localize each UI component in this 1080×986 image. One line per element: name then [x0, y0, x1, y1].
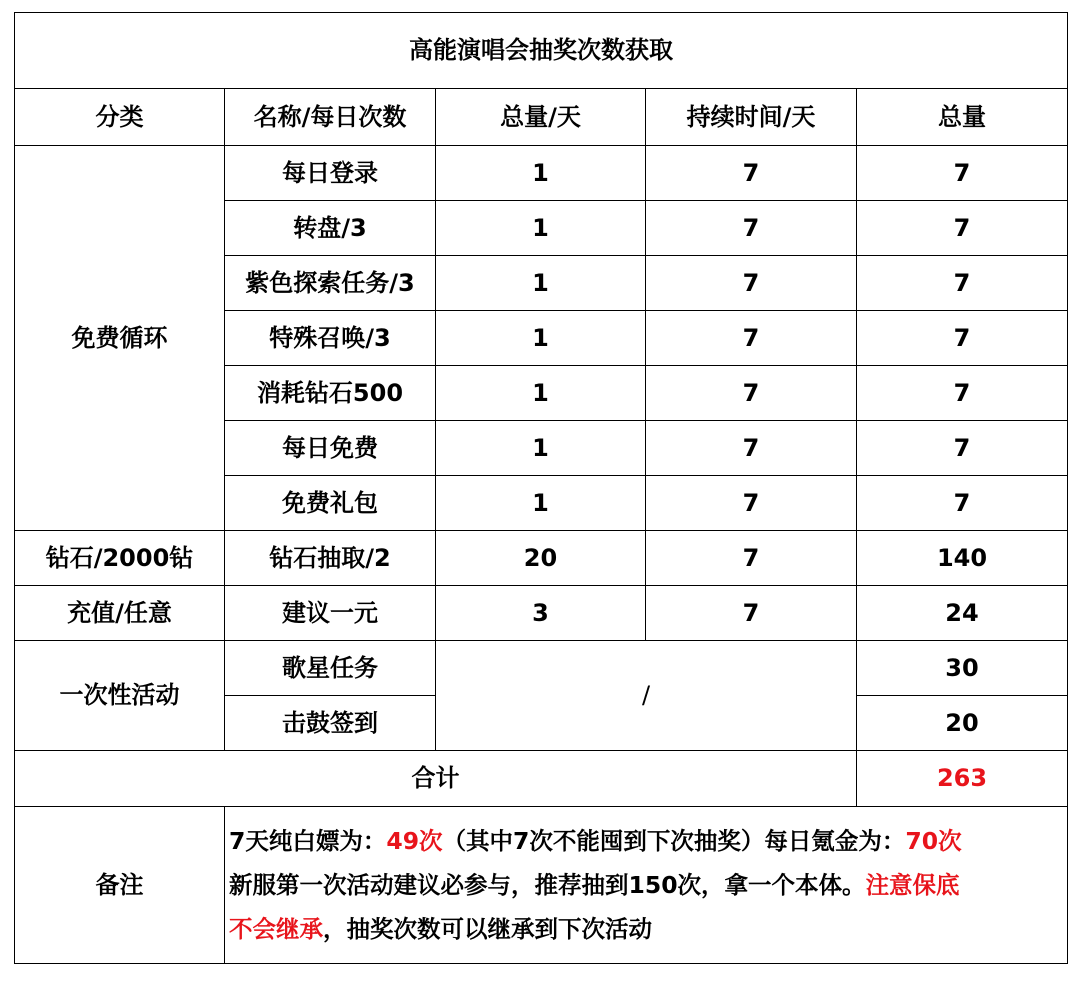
item-name: 免费礼包 — [225, 476, 436, 531]
item-total: 24 — [857, 586, 1068, 641]
item-name: 每日免费 — [225, 421, 436, 476]
item-total: 7 — [857, 146, 1068, 201]
notes-text: 7天纯白嫖为： — [229, 827, 387, 855]
notes-text: （其中7次不能囤到下次抽奖）每日氪金为： — [442, 827, 906, 855]
header-total: 总量 — [857, 89, 1068, 146]
item-per-day: 1 — [436, 421, 646, 476]
not-applicable-cell: / — [436, 641, 857, 751]
item-days: 7 — [646, 366, 857, 421]
category-free-loop: 免费循环 — [15, 146, 225, 531]
header-per-day: 总量/天 — [436, 89, 646, 146]
notes-line-3 — [229, 907, 1061, 951]
item-days: 7 — [646, 256, 857, 311]
summary-label: 合计 — [15, 751, 857, 807]
item-total: 7 — [857, 476, 1068, 531]
item-total: 140 — [857, 531, 1068, 586]
item-per-day: 1 — [436, 201, 646, 256]
item-per-day: 1 — [436, 476, 646, 531]
item-total: 30 — [857, 641, 1068, 696]
notes-highlight: 70次 — [905, 827, 962, 855]
item-name: 特殊召唤/3 — [225, 311, 436, 366]
table-row — [15, 586, 1068, 641]
category-one-time: 一次性活动 — [15, 641, 225, 751]
table-row — [15, 641, 1068, 696]
notes-content — [225, 807, 1068, 964]
item-days: 7 — [646, 311, 857, 366]
item-name: 每日登录 — [225, 146, 436, 201]
notes-line-1 — [229, 819, 1061, 863]
table-row — [15, 146, 1068, 201]
item-name: 击鼓签到 — [225, 696, 436, 751]
notes-label: 备注 — [15, 807, 225, 964]
item-total: 7 — [857, 421, 1068, 476]
notes-text: ，抽奖次数可以继承到下次活动 — [323, 915, 652, 943]
summary-row — [15, 751, 1068, 807]
item-per-day: 20 — [436, 531, 646, 586]
notes-highlight: 注意保底 — [865, 871, 960, 899]
notes-row — [15, 807, 1068, 964]
header-duration: 持续时间/天 — [646, 89, 857, 146]
item-days: 7 — [646, 476, 857, 531]
item-name: 转盘/3 — [225, 201, 436, 256]
item-name: 消耗钻石500 — [225, 366, 436, 421]
item-per-day: 3 — [436, 586, 646, 641]
item-per-day: 1 — [436, 256, 646, 311]
category-recharge: 充值/任意 — [15, 586, 225, 641]
table-row — [15, 531, 1068, 586]
item-name: 钻石抽取/2 — [225, 531, 436, 586]
item-total: 20 — [857, 696, 1068, 751]
notes-text: 新服第一次活动建议必参与，推荐抽到150次，拿一个本体。 — [229, 871, 866, 899]
table-title: 高能演唱会抽奖次数获取 — [15, 13, 1068, 89]
item-per-day: 1 — [436, 146, 646, 201]
item-per-day: 1 — [436, 311, 646, 366]
header-category: 分类 — [15, 89, 225, 146]
item-name: 歌星任务 — [225, 641, 436, 696]
item-name: 建议一元 — [225, 586, 436, 641]
item-days: 7 — [646, 531, 857, 586]
item-days: 7 — [646, 421, 857, 476]
item-total: 7 — [857, 311, 1068, 366]
item-per-day: 1 — [436, 366, 646, 421]
notes-highlight: 不会继承 — [229, 915, 323, 943]
notes-line-2 — [229, 863, 1061, 907]
lottery-count-table — [14, 12, 1068, 964]
item-name: 紫色探索任务/3 — [225, 256, 436, 311]
item-total: 7 — [857, 256, 1068, 311]
item-days: 7 — [646, 201, 857, 256]
category-diamond: 钻石/2000钻 — [15, 531, 225, 586]
summary-value: 263 — [857, 751, 1068, 807]
item-days: 7 — [646, 146, 857, 201]
header-row — [15, 89, 1068, 146]
item-total: 7 — [857, 201, 1068, 256]
title-row — [15, 13, 1068, 89]
item-total: 7 — [857, 366, 1068, 421]
header-name: 名称/每日次数 — [225, 89, 436, 146]
item-days: 7 — [646, 586, 857, 641]
notes-highlight: 49次 — [386, 827, 443, 855]
